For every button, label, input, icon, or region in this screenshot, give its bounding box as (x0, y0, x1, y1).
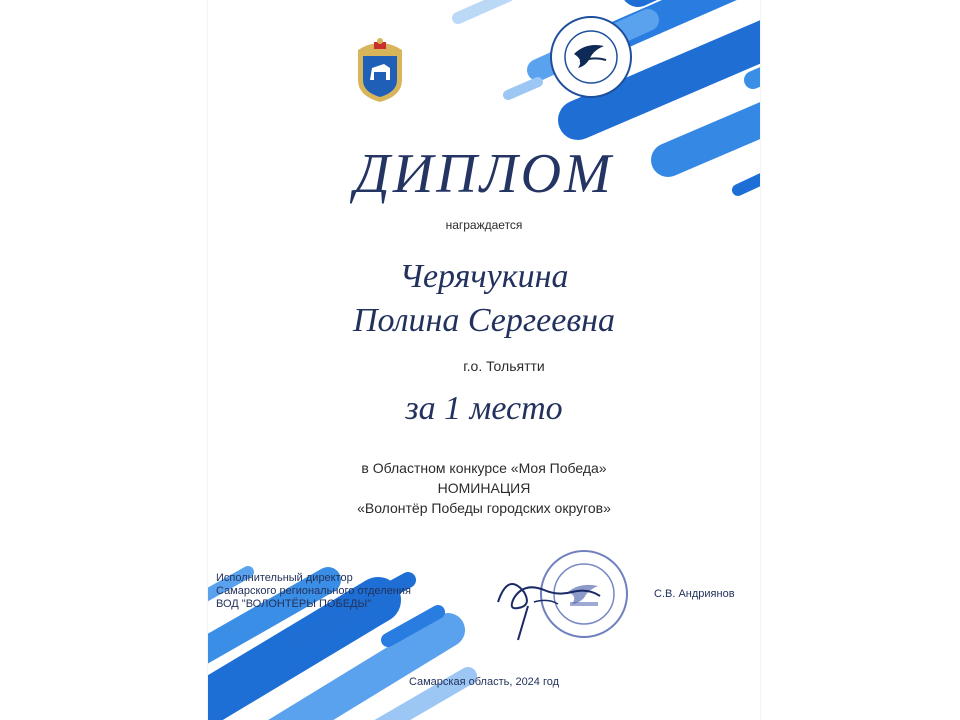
nomination-name: «Волонтёр Победы городских округов» (357, 500, 611, 516)
nomination-label: НОМИНАЦИЯ (437, 480, 531, 496)
director-title (216, 572, 411, 611)
diploma-title: ДИПЛОМ (354, 143, 614, 205)
recipient-surname: Черячукина (399, 258, 569, 295)
diploma (208, 0, 760, 720)
director-line-2: Самарского регионального отделения (216, 585, 411, 597)
recipient-city: г.о. Тольятти (463, 358, 545, 374)
signer-name: С.В. Андриянов (654, 588, 735, 600)
director-line-1: Исполнительный директор (216, 572, 353, 584)
director-line-3: ВОД "ВОЛОНТЁРЫ ПОБЕДЫ" (216, 598, 372, 610)
awarded-label: награждается (445, 218, 523, 232)
signature-icon (488, 562, 608, 642)
award-place: за 1 место (405, 390, 563, 427)
recipient-given-names: Полина Сергеевна (353, 302, 615, 339)
contest-name: в Областном конкурсе «Моя Победа» (361, 460, 607, 476)
coat-of-arms-icon (350, 36, 410, 104)
volunteers-logo-icon (548, 14, 634, 100)
footer-place-year: Самарская область, 2024 год (408, 676, 560, 688)
